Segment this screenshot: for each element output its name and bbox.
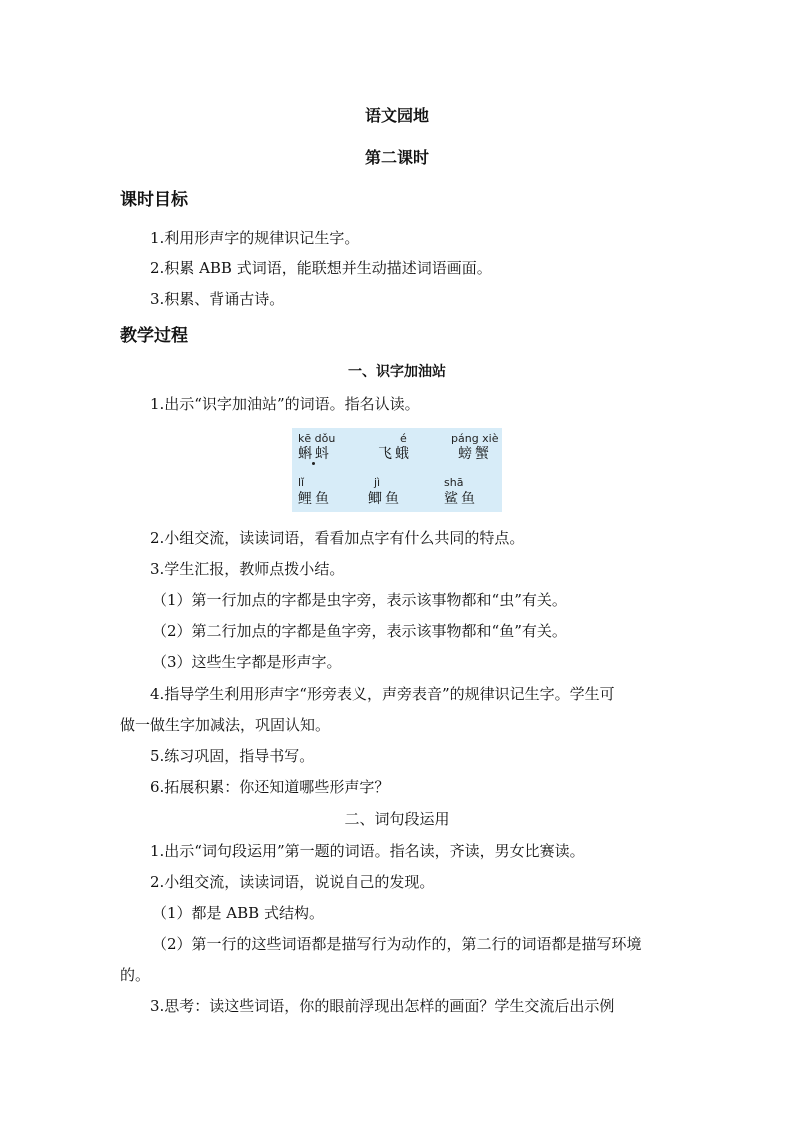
part1-sub3: （3）这些生字都是形声字。 xyxy=(152,653,342,671)
part2-sub1: （1）都是 ABB 式结构。 xyxy=(152,904,324,922)
pinyin-e: é xyxy=(400,432,407,445)
goal-item-1: 1.利用形声字的规律识记生字。 xyxy=(150,229,360,247)
part2-sub2-line2: 的。 xyxy=(120,966,151,984)
part1-step3: 3.学生汇报，教师点拨小结。 xyxy=(150,560,345,578)
goal-item-3: 3.积累、背诵古诗。 xyxy=(150,290,285,308)
part2-sub2-line1: （2）第一行的这些词语都是描写行为动作的，第二行的词语都是描写环境 xyxy=(152,935,642,953)
word-liyu: 鲤鱼 xyxy=(298,491,332,507)
word-feie: 飞蛾 xyxy=(378,446,412,462)
word-kedou: 蝌蚪 xyxy=(298,446,332,462)
process-heading: 教学过程 xyxy=(120,326,188,346)
goal-item-2: 2.积累 ABB 式词语，能联想并生动描述词语画面。 xyxy=(150,259,492,277)
document-title: 语文园地 xyxy=(364,106,429,125)
pinyin-ji: jì xyxy=(374,476,381,489)
part1-sub2: （2）第二行加点的字都是鱼字旁，表示该事物都和“鱼”有关。 xyxy=(152,622,567,640)
part1-sub1: （1）第一行加点的字都是虫字旁，表示该事物都和“虫”有关。 xyxy=(152,591,567,609)
word-jiyu: 鲫鱼 xyxy=(368,491,402,507)
part2-step3: 3.思考：读这些词语，你的眼前浮现出怎样的画面？学生交流后出示例 xyxy=(150,997,615,1015)
part1-step5: 5.练习巩固，指导书写。 xyxy=(150,747,315,765)
part1-step2: 2.小组交流，读读词语，看看加点字有什么共同的特点。 xyxy=(150,529,525,547)
part1-heading: 一、识字加油站 xyxy=(348,364,446,380)
part1-step4-line2: 做一做生字加减法，巩固认知。 xyxy=(120,716,331,734)
part2-heading: 二、词句段运用 xyxy=(344,810,450,828)
document-subtitle: 第二课时 xyxy=(364,148,429,167)
part2-step2: 2.小组交流，读读词语，说说自己的发现。 xyxy=(150,873,435,891)
pinyin-li: lǐ xyxy=(298,476,305,489)
word-pangxie: 螃蟹 xyxy=(458,446,492,462)
part1-step1: 1.出示“识字加油站”的词语。指名认读。 xyxy=(150,395,420,413)
pinyin-character-box xyxy=(292,428,502,512)
part1-step4-line1: 4.指导学生利用形声字“形旁表义，声旁表音”的规律识记生字。学生可 xyxy=(150,685,615,703)
word-shayu: 鲨鱼 xyxy=(444,491,478,507)
pinyin-pangxie: páng xiè xyxy=(451,432,499,445)
part1-step6: 6.拓展积累：你还知道哪些形声字？ xyxy=(150,778,390,796)
goals-heading: 课时目标 xyxy=(120,190,188,210)
pinyin-sha: shā xyxy=(444,476,464,489)
part2-step1: 1.出示“词句段运用”第一题的词语。指名读，齐读，男女比赛读。 xyxy=(150,842,585,860)
pinyin-kedou: kē dǒu xyxy=(298,432,336,445)
